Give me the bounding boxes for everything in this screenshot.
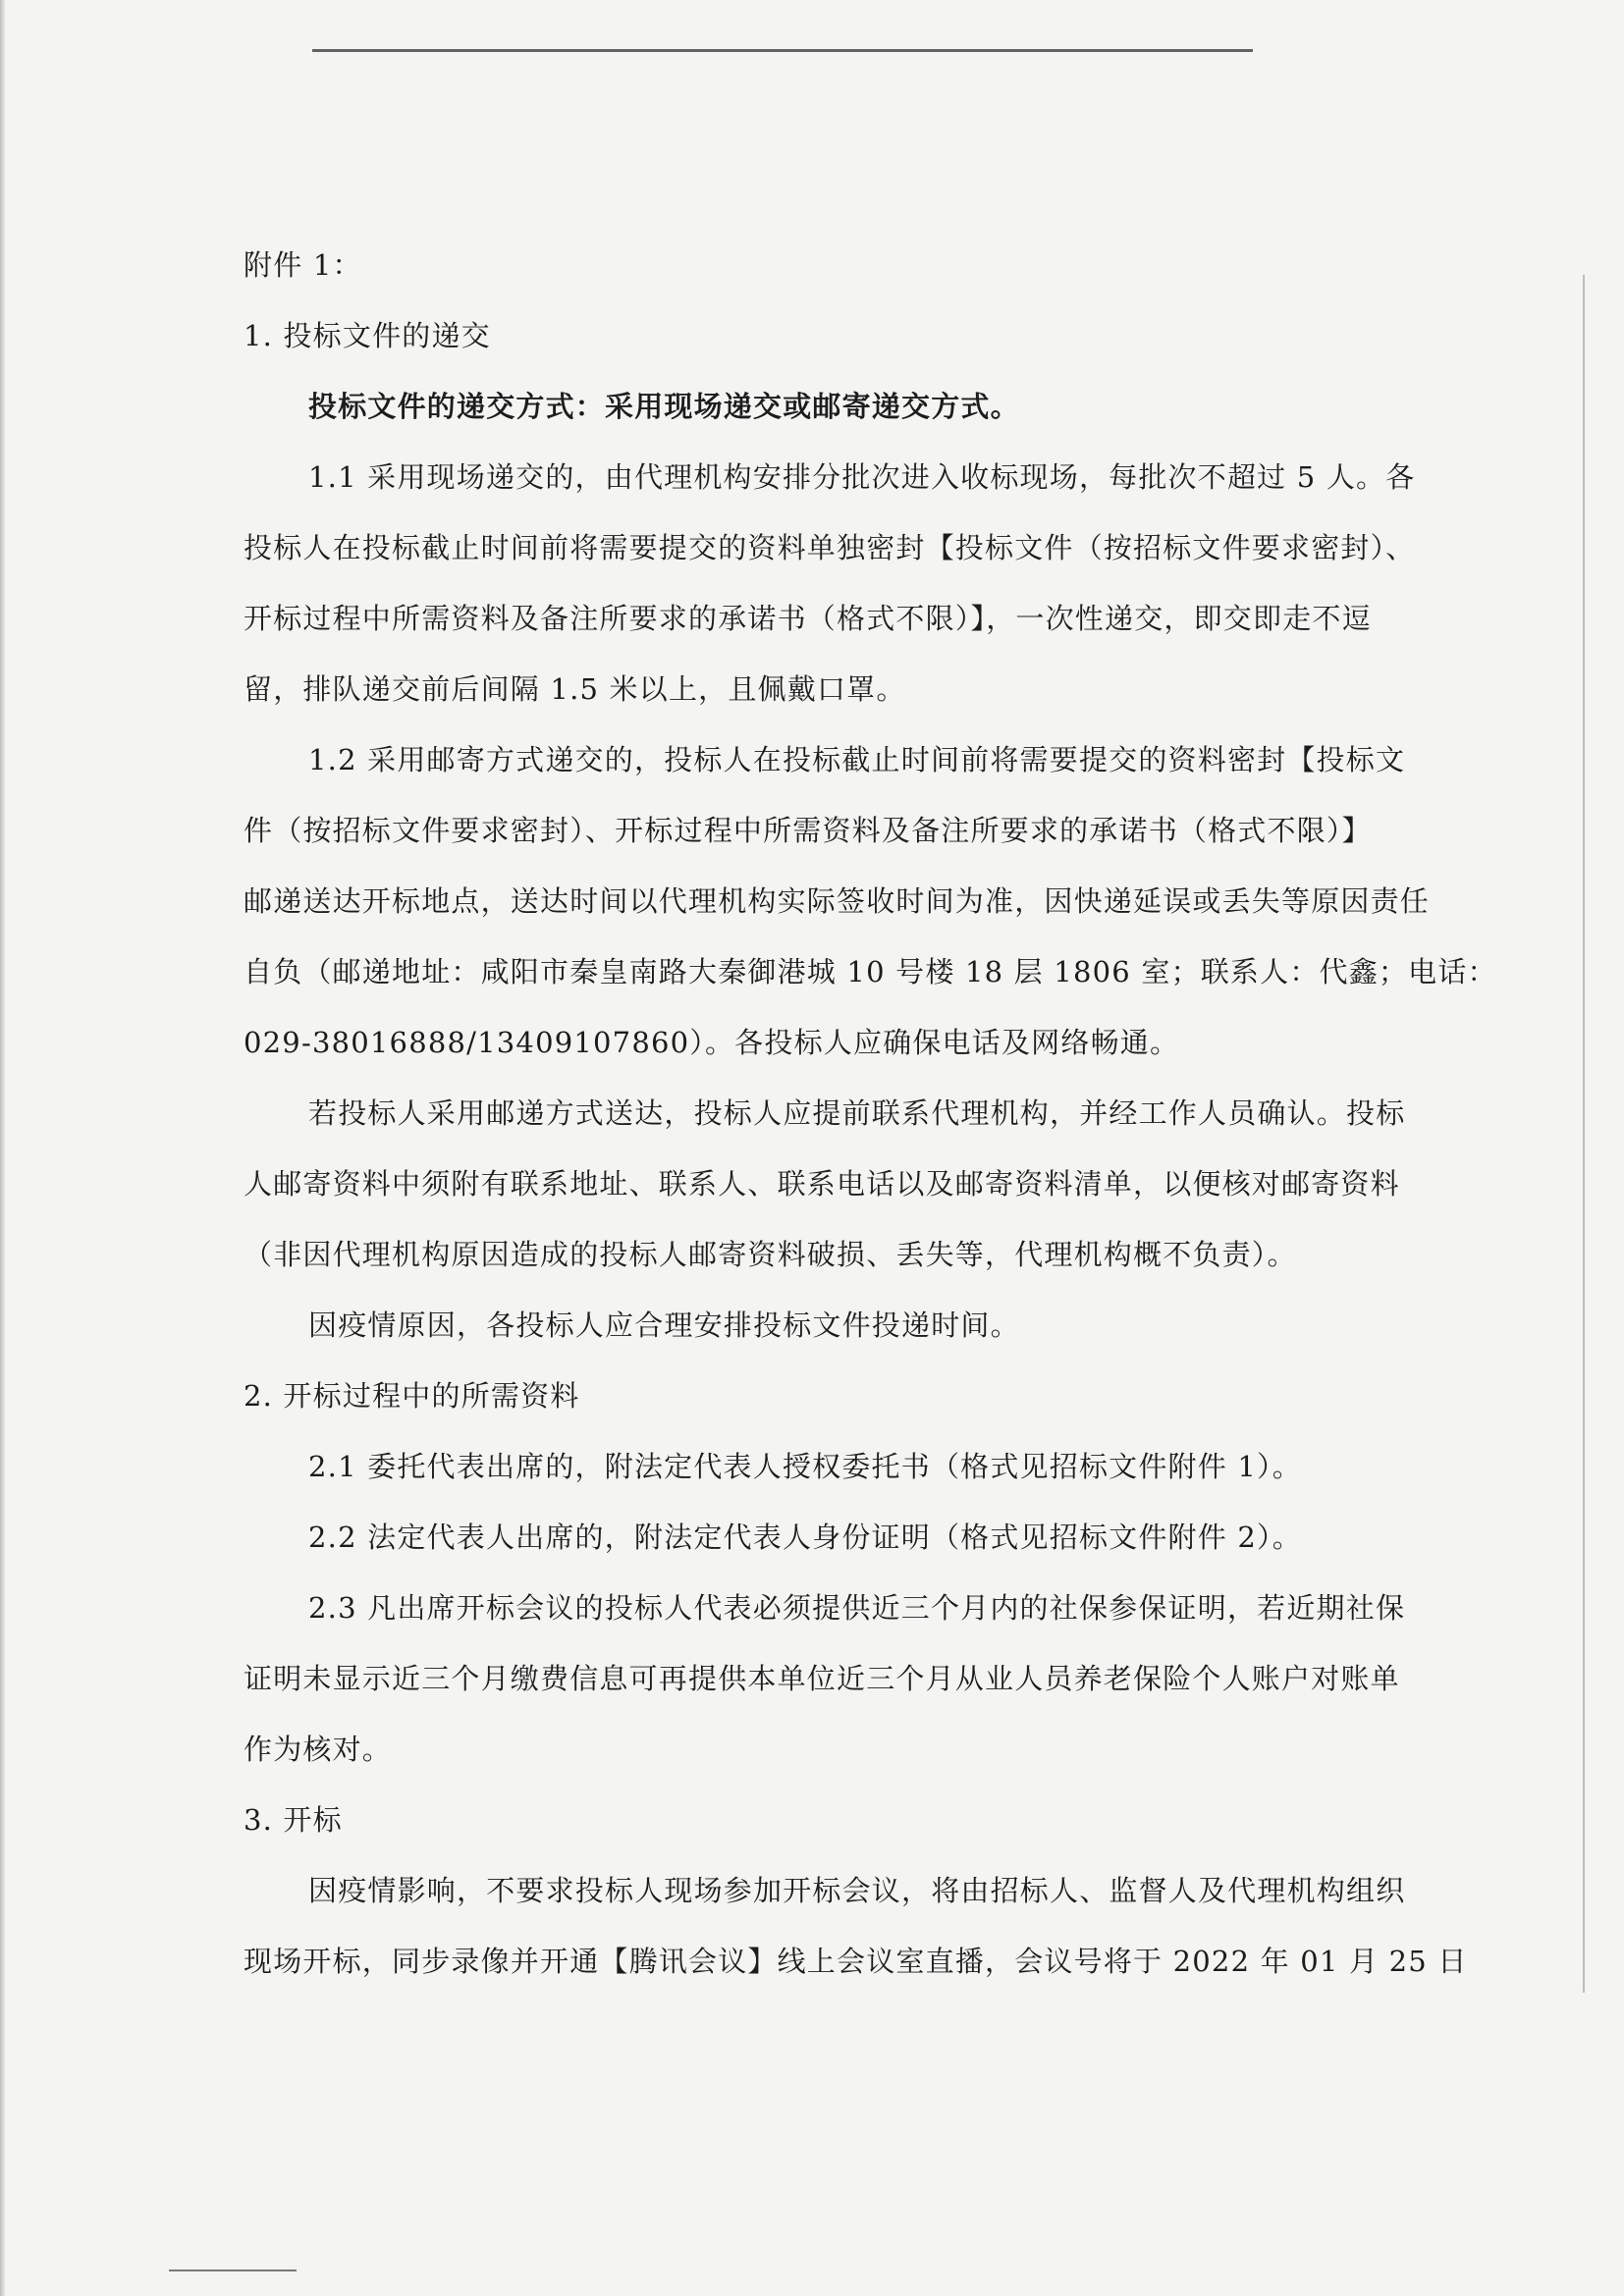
paragraph-2-3-line: 作为核对。: [244, 1733, 393, 1766]
paragraph-1-1-line: 开标过程中所需资料及备注所要求的承诺书（格式不限）】，一次性递交，即交即走不逗: [244, 602, 1372, 635]
paragraph-epidemic: 因疫情原因，各投标人应合理安排投标文件投递时间。: [308, 1308, 1020, 1342]
paragraph-2-1: 2.1 委托代表出席的，附法定代表人授权委托书（格式见招标文件附件 1）。: [308, 1450, 1302, 1483]
paragraph-1-2-line: 邮递送达开标地点，送达时间以代理机构实际签收时间为准，因快递延误或丢失等原因责任: [244, 884, 1431, 918]
paragraph-3-line: 现场开标，同步录像并开通【腾讯会议】线上会议室直播，会议号将于 2022 年 01 月 25 日: [244, 1945, 1468, 1978]
paragraph-1-2-line: 自负（邮递地址：咸阳市秦皇南路大秦御港城 10 号楼 18 层 1806 室；联系人：代鑫；电话：: [244, 955, 1497, 988]
paragraph-2-3-line: 2.3 凡出席开标会议的投标人代表必须提供近三个月内的社保参保证明，若近期社保: [308, 1591, 1406, 1625]
paragraph-mail-line: （非因代理机构原因造成的投标人邮寄资料破损、丢失等，代理机构概不负责）。: [244, 1238, 1297, 1271]
paragraph-3-line: 因疫情影响，不要求投标人现场参加开标会议，将由招标人、监督人及代理机构组织: [308, 1874, 1406, 1907]
paragraph-1-2-line: 1.2 采用邮寄方式递交的，投标人在投标截止时间前将需要提交的资料密封【投标文: [308, 743, 1406, 776]
paragraph-1-1-line: 1.1 采用现场递交的，由代理机构安排分批次进入收标现场，每批次不超过 5 人。各: [308, 460, 1416, 494]
paragraph-1-2-line: 029-38016888/13409107860）。各投标人应确保电话及网络畅通。: [244, 1026, 1180, 1059]
scan-top-rule: [312, 49, 1253, 52]
section-2-heading: 2. 开标过程中的所需资料: [244, 1379, 580, 1413]
scan-bottom-rule: [169, 2269, 297, 2271]
paragraph-2-2: 2.2 法定代表人出席的，附法定代表人身份证明（格式见招标文件附件 2）。: [308, 1521, 1302, 1554]
section-3-heading: 3. 开标: [244, 1803, 343, 1837]
submission-method: 投标文件的递交方式：采用现场递交或邮寄递交方式。: [308, 390, 1020, 423]
paragraph-1-2-line: 件（按招标文件要求密封）、开标过程中所需资料及备注所要求的承诺书（格式不限）】: [244, 814, 1372, 847]
paragraph-mail-line: 人邮寄资料中须附有联系地址、联系人、联系电话以及邮寄资料清单，以便核对邮寄资料: [244, 1167, 1400, 1201]
attachment-label: 附件 1：: [244, 248, 362, 282]
paragraph-mail-line: 若投标人采用邮递方式送达，投标人应提前联系代理机构，并经工作人员确认。投标: [308, 1096, 1406, 1130]
paragraph-1-1-line: 投标人在投标截止时间前将需要提交的资料单独密封【投标文件（按招标文件要求密封）、: [244, 531, 1416, 564]
scan-right-rule: [1583, 275, 1585, 1993]
section-1-heading: 1. 投标文件的递交: [244, 319, 491, 352]
scan-edge-shadow: [0, 0, 6, 2296]
paragraph-1-1-line: 留，排队递交前后间隔 1.5 米以上，且佩戴口罩。: [244, 672, 906, 706]
paragraph-2-3-line: 证明未显示近三个月缴费信息可再提供本单位近三个月从业人员养老保险个人账户对账单: [244, 1662, 1400, 1695]
